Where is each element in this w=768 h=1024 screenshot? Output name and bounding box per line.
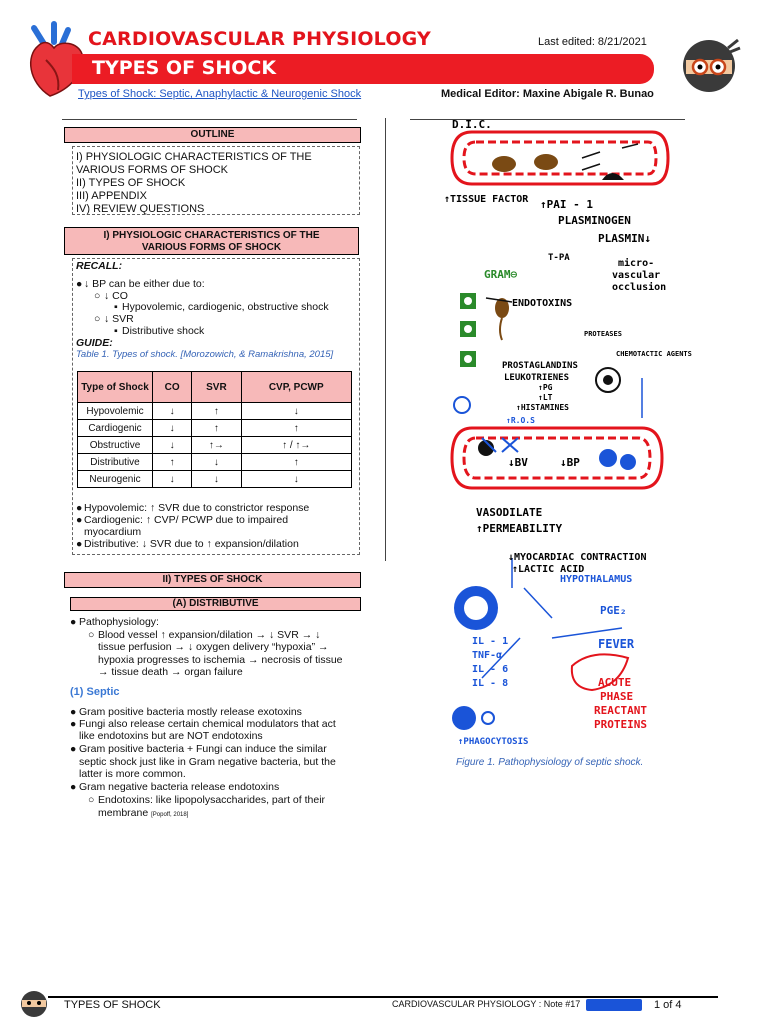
patho-line: hypoxia progresses to ischemia → necrosis of tissue <box>98 654 343 666</box>
fig-label-hypothalamus: HYPOTHALAMUS <box>560 574 633 585</box>
fig-label-plasminogen: PLASMINOGEN <box>558 214 631 227</box>
table-row <box>78 420 352 437</box>
table-cell: ↓ <box>153 420 192 437</box>
section-1-heading-line2: VARIOUS FORMS OF SHOCK <box>141 242 282 253</box>
section-1-heading-line1: I) PHYSIOLOGIC CHARACTERISTICS OF THE <box>103 230 320 241</box>
figure-caption: Figure 1. Pathophysiology of septic shock. <box>456 757 644 768</box>
fig-label-prostaglandins: PROSTAGLANDINS <box>502 361 578 371</box>
septic-bullet-cont: like endotoxins but are NOT endotoxins <box>79 730 263 742</box>
section-2-heading: II) TYPES OF SHOCK <box>64 572 361 588</box>
table-cell: ↑ <box>192 420 241 437</box>
fig-label-il6: IL - 6 <box>472 664 509 675</box>
table-row <box>78 471 352 488</box>
fig-label-acute: ACUTE <box>598 676 632 689</box>
fig-label-permeability: ↑PERMEABILITY <box>476 522 563 535</box>
recall-label: RECALL: <box>76 260 123 272</box>
fig-label-pai: ↑PAI - 1 <box>540 198 593 211</box>
patho-label: Pathophysiology: <box>79 616 159 628</box>
left-column-top-rule <box>62 119 357 120</box>
table-cell: Cardiogenic <box>78 420 153 437</box>
fig-label-il8: IL - 8 <box>472 678 509 689</box>
header-title-topic: TYPES OF SHOCK <box>92 57 277 79</box>
table-cell: ↑ <box>192 403 241 420</box>
outline-item: III) APPENDIX <box>76 190 147 202</box>
fig-label-tnf: TNF-α <box>472 650 503 661</box>
table-header-row <box>78 372 352 403</box>
fig-label-myocardial: ↓MYOCARDIAC CONTRACTION <box>508 552 647 563</box>
bullet-dot: ● <box>70 616 77 628</box>
fig-label-endotoxins: ENDOTOXINS <box>512 298 573 309</box>
septic-bullet: Gram positive bacteria mostly release exotoxins <box>79 706 302 718</box>
table-cell: ↑ <box>153 454 192 471</box>
fig-label-vascular: vascular <box>612 270 661 281</box>
table-cell: ↑ <box>241 454 351 471</box>
outline-item: VARIOUS FORMS OF SHOCK <box>76 164 228 176</box>
fig-label-phase: PHASE <box>600 690 634 703</box>
table-cell: ↓ <box>192 471 241 488</box>
fig-label-tpa: T-PA <box>548 253 570 263</box>
bullet-dot: ● <box>76 278 83 290</box>
table-cell: ↓ <box>153 471 192 488</box>
footer-rule <box>48 996 718 998</box>
guide-label: GUIDE: <box>76 337 113 349</box>
sub-bullet: ○ <box>94 313 101 325</box>
footer-brand-logo <box>586 999 642 1011</box>
table-cell: ↓ <box>153 437 192 454</box>
fig-label-histamines: ↑HISTAMINES <box>516 403 569 412</box>
table-row <box>78 403 352 420</box>
table-cell: Obstructive <box>78 437 153 454</box>
medical-editor-label: Medical Editor: Maxine Abigale R. Bunao <box>441 88 654 100</box>
fig-label-bv: ↓BV <box>508 456 528 469</box>
note-distributive: Distributive: ↓ SVR due to ↑ expansion/dilation <box>84 538 299 550</box>
table-cell: ↑→ <box>192 437 241 454</box>
column-header: SVR <box>192 372 241 403</box>
section-1-heading <box>64 227 359 255</box>
fig-label-occlusion: occlusion <box>612 282 667 293</box>
note-cardiogenic-cont: myocardium <box>84 526 142 538</box>
fig-label-gram: GRAM⊖ <box>484 268 518 281</box>
co-sub-line: Hypovolemic, cardiogenic, obstructive shock <box>122 301 329 313</box>
table-caption: Table 1. Types of shock. [Morozowich, & Ramakrishna, 2015] <box>76 349 334 360</box>
septic-bullet: Gram positive bacteria + Fungi can induce the similar <box>79 743 327 755</box>
bullet-dot: ● <box>70 706 77 718</box>
footer-topic: TYPES OF SHOCK <box>64 999 161 1011</box>
fig-label-phagocytosis: ↑PHAGOCYTOSIS <box>458 737 529 747</box>
ninja-mascot-icon <box>676 34 742 94</box>
sub-bullet: ○ <box>88 629 95 641</box>
fig-label-pg: ↑PG <box>538 383 553 392</box>
column-header: Type of Shock <box>78 372 153 403</box>
outline-heading: OUTLINE <box>64 127 361 143</box>
fig-label-il1: IL - 1 <box>472 636 509 647</box>
svr-line: ↓ SVR <box>104 313 134 325</box>
septic-bullet-cont: latter is more common. <box>79 768 186 780</box>
distributive-subheading: (A) DISTRIBUTIVE <box>70 597 361 611</box>
table-row <box>78 437 352 454</box>
table-cell: Neurogenic <box>78 471 153 488</box>
page-number: 1 of 4 <box>654 999 682 1011</box>
table-cell: Distributive <box>78 454 153 471</box>
outline-item: IV) REVIEW QUESTIONS <box>76 203 205 215</box>
septic-bullet: Gram negative bacteria release endotoxins <box>79 781 280 793</box>
fig-label-lactic: ↑LACTIC ACID <box>512 564 585 575</box>
fig-label-proteases: PROTEASES <box>584 330 622 338</box>
last-edited-label: Last edited: 8/21/2021 <box>538 36 647 48</box>
fig-label-vasodilate: VASODILATE <box>476 506 543 519</box>
septic-subheading: (1) Septic <box>70 686 120 698</box>
table-cell: ↓ <box>241 403 351 420</box>
ninja-footer-icon <box>14 986 54 1018</box>
bullet-dot: ● <box>70 718 77 730</box>
table-row <box>78 454 352 471</box>
fig-label-bp: ↓BP <box>560 456 580 469</box>
patho-line: Blood vessel ↑ expansion/dilation → ↓ SVR → ↓ <box>98 629 321 641</box>
column-divider <box>385 118 386 561</box>
fig-label-ros: ↑R.O.S <box>506 416 535 425</box>
fig-label-tissue-factor: ↑TISSUE FACTOR <box>444 194 529 205</box>
septic-bullet-cont: septic shock just like in Gram negative bacteria, but the <box>79 756 336 768</box>
table-cell: ↑ / ↑→ <box>241 437 351 454</box>
fig-label-pge2: PGE₂ <box>600 604 627 617</box>
square-bullet: ▪ <box>114 325 118 337</box>
fig-label-leukotrienes: LEUKOTRIENES <box>504 373 570 383</box>
column-header: CO <box>153 372 192 403</box>
bullet-dot: ● <box>76 502 83 514</box>
top-vessel <box>452 132 668 184</box>
citation: [Popoff, 2018] <box>151 812 189 818</box>
header-title-main: CARDIOVASCULAR PHYSIOLOGY <box>88 28 432 50</box>
fig-label-fever: FEVER <box>598 637 635 651</box>
note-cardiogenic: Cardiogenic: ↑ CVP/ PCWP due to impaired <box>84 514 289 526</box>
patho-line: tissue perfusion → ↓ oxygen delivery “hypoxia” → <box>98 641 329 653</box>
svr-sub-line: Distributive shock <box>122 325 205 337</box>
endotoxin-membrane: membrane <box>98 807 149 819</box>
fig-label-chemotactic: CHEMOTACTIC AGENTS <box>616 350 692 358</box>
note-hypovolemic: Hypovolemic: ↑ SVR due to constrictor response <box>84 502 310 514</box>
fig-label-micro: micro- <box>618 258 655 269</box>
septic-shock-figure <box>442 118 692 752</box>
outline-item: II) TYPES OF SHOCK <box>76 177 186 189</box>
outline-box <box>72 146 360 215</box>
bullet-dot: ● <box>70 781 77 793</box>
fig-label-dic: D.I.C. <box>452 118 492 131</box>
sub-bullet: ○ <box>94 290 101 302</box>
septic-bullet: Fungi also release certain chemical modulators that act <box>79 718 336 730</box>
table-cell: ↓ <box>241 471 351 488</box>
footer-note: CARDIOVASCULAR PHYSIOLOGY : Note #17 <box>392 999 581 1009</box>
subtitle-link[interactable]: Types of Shock: Septic, Anaphylactic & Neurogenic Shock <box>78 88 362 100</box>
shock-types-table <box>77 371 352 488</box>
table-cell: ↓ <box>192 454 241 471</box>
fig-label-proteins: PROTEINS <box>594 718 647 731</box>
bullet-dot: ● <box>70 743 77 755</box>
sub-bullet: ○ <box>88 794 95 806</box>
endotoxin-line: Endotoxins: like lipopolysaccharides, part of their <box>98 794 326 806</box>
outline-item: I) PHYSIOLOGIC CHARACTERISTICS OF THE <box>76 151 312 163</box>
patho-line: → tissue death → organ failure <box>98 666 243 678</box>
co-line: ↓ CO <box>104 290 128 302</box>
square-bullet: ▪ <box>114 301 118 313</box>
column-header: CVP, PCWP <box>241 372 351 403</box>
table-cell: Hypovolemic <box>78 403 153 420</box>
endotoxin-line-cont <box>98 807 188 821</box>
fig-label-plasmin: PLASMIN↓ <box>598 232 651 245</box>
table-cell: ↑ <box>241 420 351 437</box>
fig-label-lt: ↑LT <box>538 393 553 402</box>
bullet-dot: ● <box>76 538 83 550</box>
bullet-dot: ● <box>76 514 83 526</box>
table-cell: ↓ <box>153 403 192 420</box>
fig-label-reactant: REACTANT <box>594 704 647 717</box>
bp-line: ↓ BP can be either due to: <box>84 278 205 290</box>
